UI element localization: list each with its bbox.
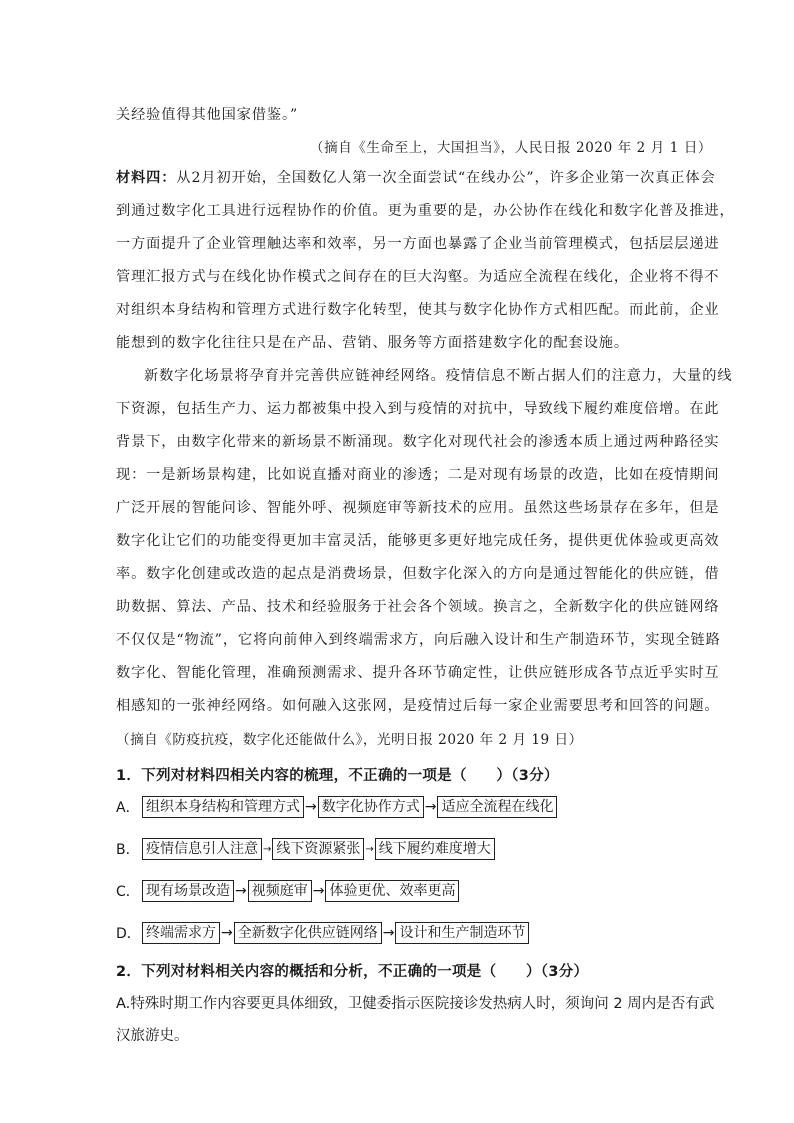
flow-box: 视频庭审 (248, 880, 312, 902)
arrow-right-icon: → (221, 925, 233, 941)
text-line-1: 关经验值得其他国家借鉴。” (116, 107, 299, 123)
flow-box: 疫情信息引人注意 (142, 838, 262, 860)
question-1-option-c[interactable] (116, 880, 459, 902)
flow-box: 线下履约难度增大 (375, 838, 495, 860)
material-label: 材料四： (116, 170, 177, 186)
question-1-option-a[interactable] (116, 796, 557, 818)
text-line-5: 管理汇报方式与在线化协作模式之间存在的巨大沟壑。为适应全流程在线化，企业将不得不 (116, 269, 720, 285)
arrow-right-icon: → (365, 843, 374, 855)
question-1-option-b[interactable] (116, 838, 495, 860)
text-line-11: 现：一是新场景构建，比如说直播对商业的渗透；二是对现有场景的改造，比如在疫情期间 (116, 467, 720, 483)
text-line-16: 不仅仅是“物流”，它将向前伸入到终端需求方，向后融入设计和生产制造环节，实现全链路 (116, 632, 721, 648)
text-line-8: 新数字化场景将孕育并完善供应链神经网络。疫情信息不断占据人们的注意力，大量的线 (144, 368, 733, 384)
text-line-9: 下资源，包括生产力、运力都被集中投入到与疫情的对抗中，导致线下履约难度倍增。在此 (116, 401, 720, 417)
text-line-18: 相感知的一张神经网络。如何融入这张网，是疫情过后每一家企业需要思考和回答的问题。 (116, 698, 720, 714)
text-line-17: 数字化、智能化管理，准确预测需求、提升各环节确定性，让供应链形成各节点近乎实时互 (116, 665, 720, 681)
text-line-3: 到通过数字化工具进行远程协作的价值。更为重要的是，办公协作在线化和数字化普及推进， (116, 203, 735, 219)
flow-box: 适应全流程在线化 (437, 796, 557, 818)
text-line-4: 一方面提升了企业管理触达率和效率，另一方面也暴露了企业当前管理模式，包括层层递进 (116, 236, 720, 252)
text-line-13: 数字化让它们的功能变得更加丰富灵活，能够更多更好地完成任务，提供更优体验或更高效 (116, 533, 720, 549)
text-line-14: 率。数字化创建或改造的起点是消费场景，但数字化深入的方向是通过智能化的供应链，借 (116, 566, 720, 582)
flow-box: 组织本身结构和管理方式 (142, 796, 304, 818)
text-line-2 (116, 167, 716, 187)
text-line-15: 助数据、算法、产品、技术和经验服务于社会各个领域。换言之，全新数字化的供应链网络 (116, 599, 720, 615)
question-1-title: 1．下列对材料四相关内容的梳理，不正确的一项是（ ）（3分） (116, 768, 559, 784)
text-line-12: 广泛开展的智能问诊、智能外呼、视频庭审等新技术的应用。虽然这些场景存在多年，但是 (116, 500, 720, 516)
flow-box: 全新数字化供应链网络 (234, 922, 382, 944)
arrow-right-icon: → (382, 925, 395, 941)
flow-box: 体验更优、效率更高 (325, 880, 459, 902)
option-label: A． (116, 800, 140, 816)
arrow-right-icon: → (235, 883, 247, 899)
question-2-title: 2．下列对材料相关内容的概括和分析，不正确的一项是（ ）（3分） (116, 964, 589, 980)
source-citation-1: （摘自《生命至上，大国担当》，人民日报 2020 年 2 月 1 日） (310, 140, 713, 156)
flow-box: 数字化协作方式 (318, 796, 424, 818)
option-label: D． (116, 926, 141, 942)
text-line-6: 对组织本身结构和管理方式进行数字化转型，使其与数字化协作方式相匹配。而此前，企业 (116, 302, 720, 318)
option-label: B． (116, 842, 140, 858)
arrow-right-icon: → (312, 883, 325, 899)
option-label: C． (116, 884, 140, 900)
question-2-option-a-line-2[interactable]: 汉旅游史。 (116, 1028, 189, 1044)
flow-box: 线下资源紧张 (272, 838, 364, 860)
flow-box: 设计和生产制造环节 (395, 922, 529, 944)
arrow-right-icon: → (305, 799, 317, 815)
question-1-option-d[interactable] (116, 922, 529, 944)
text-line-10: 背景下，由数字化带来的新场景不断涌现。数字化对现代社会的渗透本质上通过两种路径实 (116, 434, 720, 450)
arrow-right-icon: → (424, 799, 437, 815)
source-citation-2: （摘自《防疫抗疫，数字化还能做什么》，光明日报 2020 年 2 月 19 日） (116, 732, 583, 748)
arrow-right-icon: → (263, 843, 272, 855)
flow-box: 现有场景改造 (142, 880, 234, 902)
text-line-7: 能想到的数字化往往只是在产品、营销、服务等方面搭建数字化的配套设施。 (116, 335, 629, 351)
text-line-2-content: 从2月初开始，全国数亿人第一次全面尝试“在线办公”，许多企业第一次真正体会 (176, 170, 716, 186)
question-2-option-a-line-1[interactable]: A.特殊时期工作内容要更具体细致，卫健委指示医院接诊发热病人时，须询问 2 周内是否有武 (116, 996, 715, 1012)
flow-box: 终端需求方 (142, 922, 220, 944)
